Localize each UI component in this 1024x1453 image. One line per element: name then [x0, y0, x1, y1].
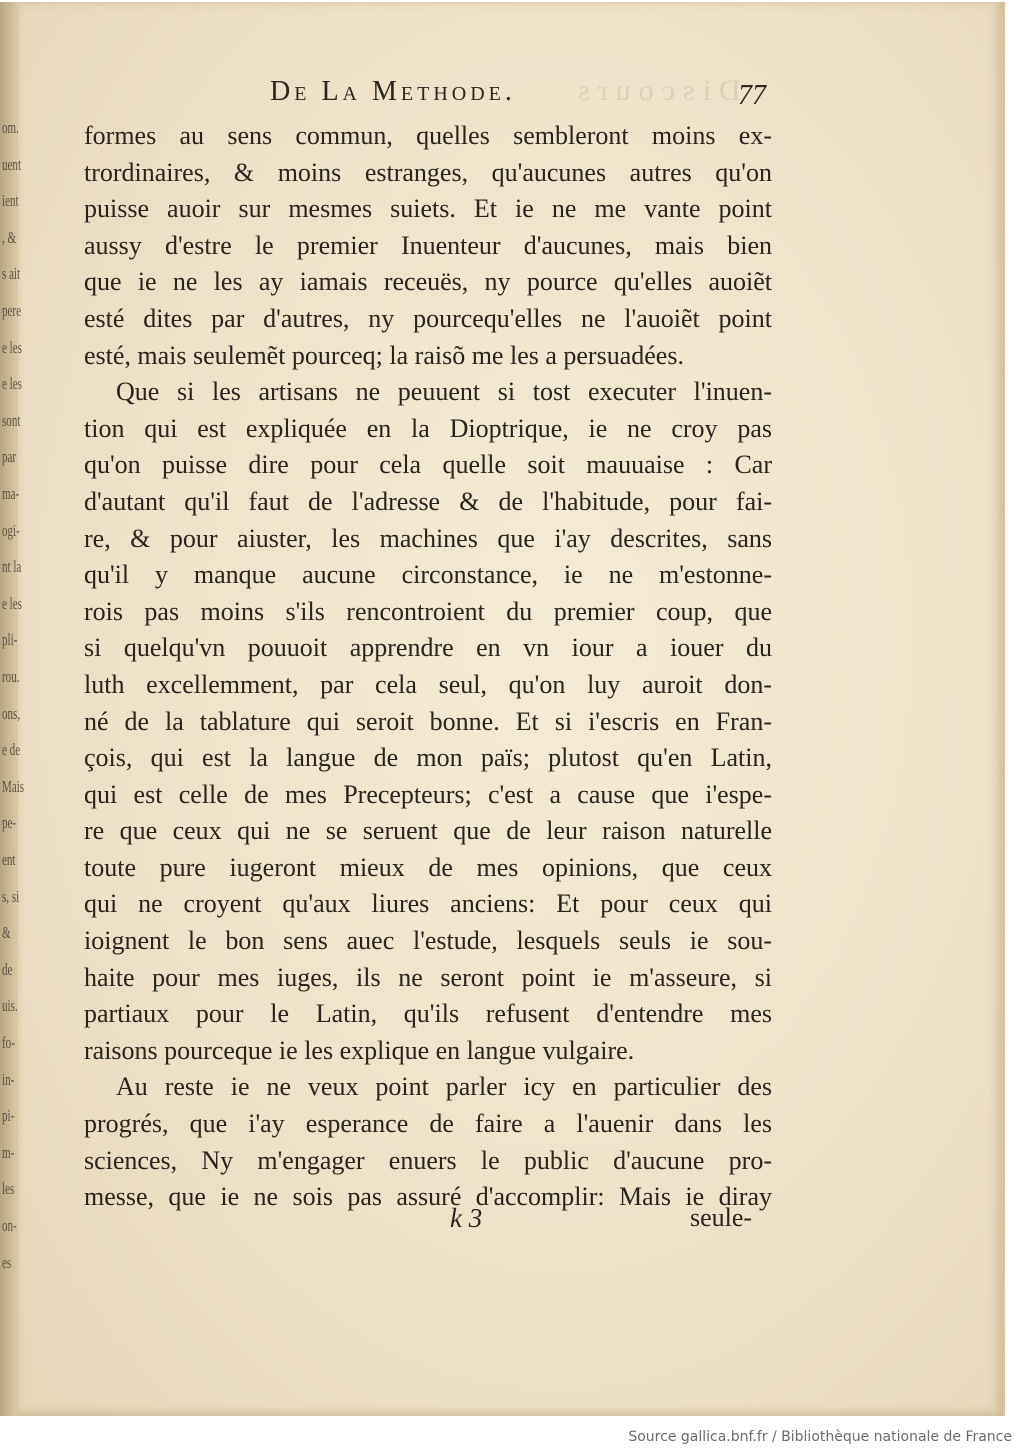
facing-page-fragment: on-	[2, 1216, 17, 1235]
text-line: né de la tablature qui seroit bonne. Et si i'escris en Fran-	[84, 706, 772, 736]
text-line: progrés, que i'ay esperance de faire a l'auenir dans les	[84, 1109, 772, 1139]
facing-page-fragment: pere	[2, 301, 22, 320]
facing-page-fragment: nt la	[2, 557, 22, 577]
text-line: esté, mais seulemẽt pourceq; la raisõ me les a persuadées.	[84, 340, 684, 370]
text-line: d'autant qu'il faut de l'adresse & de l'habitude, pour fai-	[84, 486, 772, 516]
text-line: messe, que ie ne sois pas assuré d'accomplir: Mais ie diray	[84, 1182, 772, 1212]
text-line: luth excellemment, par cela seul, qu'on luy auroit don-	[84, 669, 772, 699]
text-line: si quelqu'vn pouuoit apprendre en vn iour a iouer du	[84, 633, 772, 663]
facing-page-fragment: &	[2, 923, 11, 943]
signature-mark: k 3	[450, 1203, 483, 1233]
facing-page-fragment: s, si	[2, 886, 20, 906]
text-line: qui est celle de mes Precepteurs; c'est a cause que i'espe-	[84, 779, 772, 809]
text-line: sciences, Ny m'engager enuers le public d'aucune pro-	[84, 1145, 772, 1175]
text-line: rois pas moins s'ils rencontroient du premier coup, que	[84, 596, 772, 626]
facing-page-fragment: e les	[2, 337, 22, 357]
facing-page-fragment: rou.	[2, 667, 20, 686]
text-line: re que ceux qui ne se seruent que de leur raison naturelle	[84, 816, 772, 846]
facing-page-fragment: ogi-	[2, 520, 20, 540]
facing-page-fragment: om.	[2, 118, 19, 137]
text-line: çois, qui est la langue de mon païs; plutost qu'en Latin,	[84, 743, 772, 773]
facing-page-fragment: par	[2, 447, 17, 467]
text-line: esté dites par d'autres, ny pourcequ'elles ne l'auoiẽt point	[84, 303, 772, 333]
text-line: qu'il y manque aucune circonstance, ie ne m'estonne-	[84, 560, 772, 590]
text-line: Que si les artisans ne peuuent si tost executer l'inuen-	[116, 377, 772, 407]
facing-page-fragment: ient	[2, 191, 19, 211]
text-line: re, & pour aiuster, les machines que i'ay descrites, sans	[84, 523, 772, 553]
facing-page-fragment: ma-	[2, 484, 20, 503]
facing-page-fragment: pe-	[2, 813, 17, 833]
body-text	[84, 118, 772, 1216]
facing-page-fragment: pi-	[2, 1106, 15, 1126]
facing-page-fragment: uis.	[2, 996, 18, 1016]
text-line: ioignent le bon sens auec l'estude, lesquels seuls ie sou-	[84, 926, 772, 956]
text-line: raisons pourceque ie les explique en langue vulgaire.	[84, 1035, 635, 1065]
facing-page-fragment: e de	[2, 740, 21, 760]
text-line: que ie ne les ay iamais receuës, ny pource qu'elles auoiẽt	[84, 267, 772, 297]
facing-page-fragment: ent	[2, 850, 16, 869]
facing-page-bleed	[0, 80, 42, 1280]
facing-page-fragment: in-	[2, 1069, 15, 1089]
facing-page-fragment: m-	[2, 1142, 15, 1162]
source-credit: Source gallica.bnf.fr / Bibliothèque nationale de France	[628, 1429, 1012, 1445]
catchword: seule-	[690, 1203, 753, 1232]
facing-page-fragment: , &	[2, 227, 17, 247]
facing-page-fragment: pli-	[2, 630, 18, 650]
text-line: puisse auoir sur mesmes suiets. Et ie ne me vante point	[84, 194, 772, 224]
text-line: trordinaires, & moins estranges, qu'aucunes autres qu'on	[84, 157, 772, 187]
text-line: haite pour mes iuges, ils ne seront point ie m'asseure, si	[84, 962, 772, 992]
facing-page-fragment: e les	[2, 374, 22, 394]
facing-page-fragment: de	[2, 959, 13, 979]
facing-page-fragment: uent	[2, 154, 22, 174]
text-line: tion qui est expliquée en la Dioptrique, ie ne croy pas	[84, 413, 772, 443]
running-head: De La Methode.	[270, 76, 516, 107]
facing-page-fragment: es	[2, 1252, 12, 1272]
page-number: 77	[738, 80, 766, 111]
text-line: qui ne croyent qu'aux liures anciens: Et pour ceux qui	[84, 889, 772, 919]
facing-page-fragment: Mais	[2, 776, 25, 796]
text-line: Au reste ie ne veux point parler icy en particulier des	[116, 1072, 772, 1102]
text-line: partiaux pour le Latin, qu'ils refusent d'entendre mes	[84, 999, 772, 1029]
show-through-text: Discours	[570, 74, 741, 107]
facing-page-fragment: fo-	[2, 1033, 15, 1052]
facing-page-fragment: s ait	[2, 264, 21, 284]
text-line: toute pure iugeront mieux de mes opinions, que ceux	[84, 852, 772, 882]
footer-bar	[0, 1420, 1024, 1453]
facing-page-fragment: ons,	[2, 703, 21, 723]
text-line: aussy d'estre le premier Inuenteur d'aucunes, mais bien	[84, 230, 772, 260]
facing-page-fragment: les	[2, 1179, 15, 1199]
text-line: qu'on puisse dire pour cela quelle soit mauuaise : Car	[84, 450, 772, 480]
text-line: formes au sens commun, quelles sembleront moins ex-	[84, 121, 772, 150]
facing-page-fragment: e les	[2, 593, 22, 613]
facing-page-fragment: sont	[2, 410, 21, 430]
